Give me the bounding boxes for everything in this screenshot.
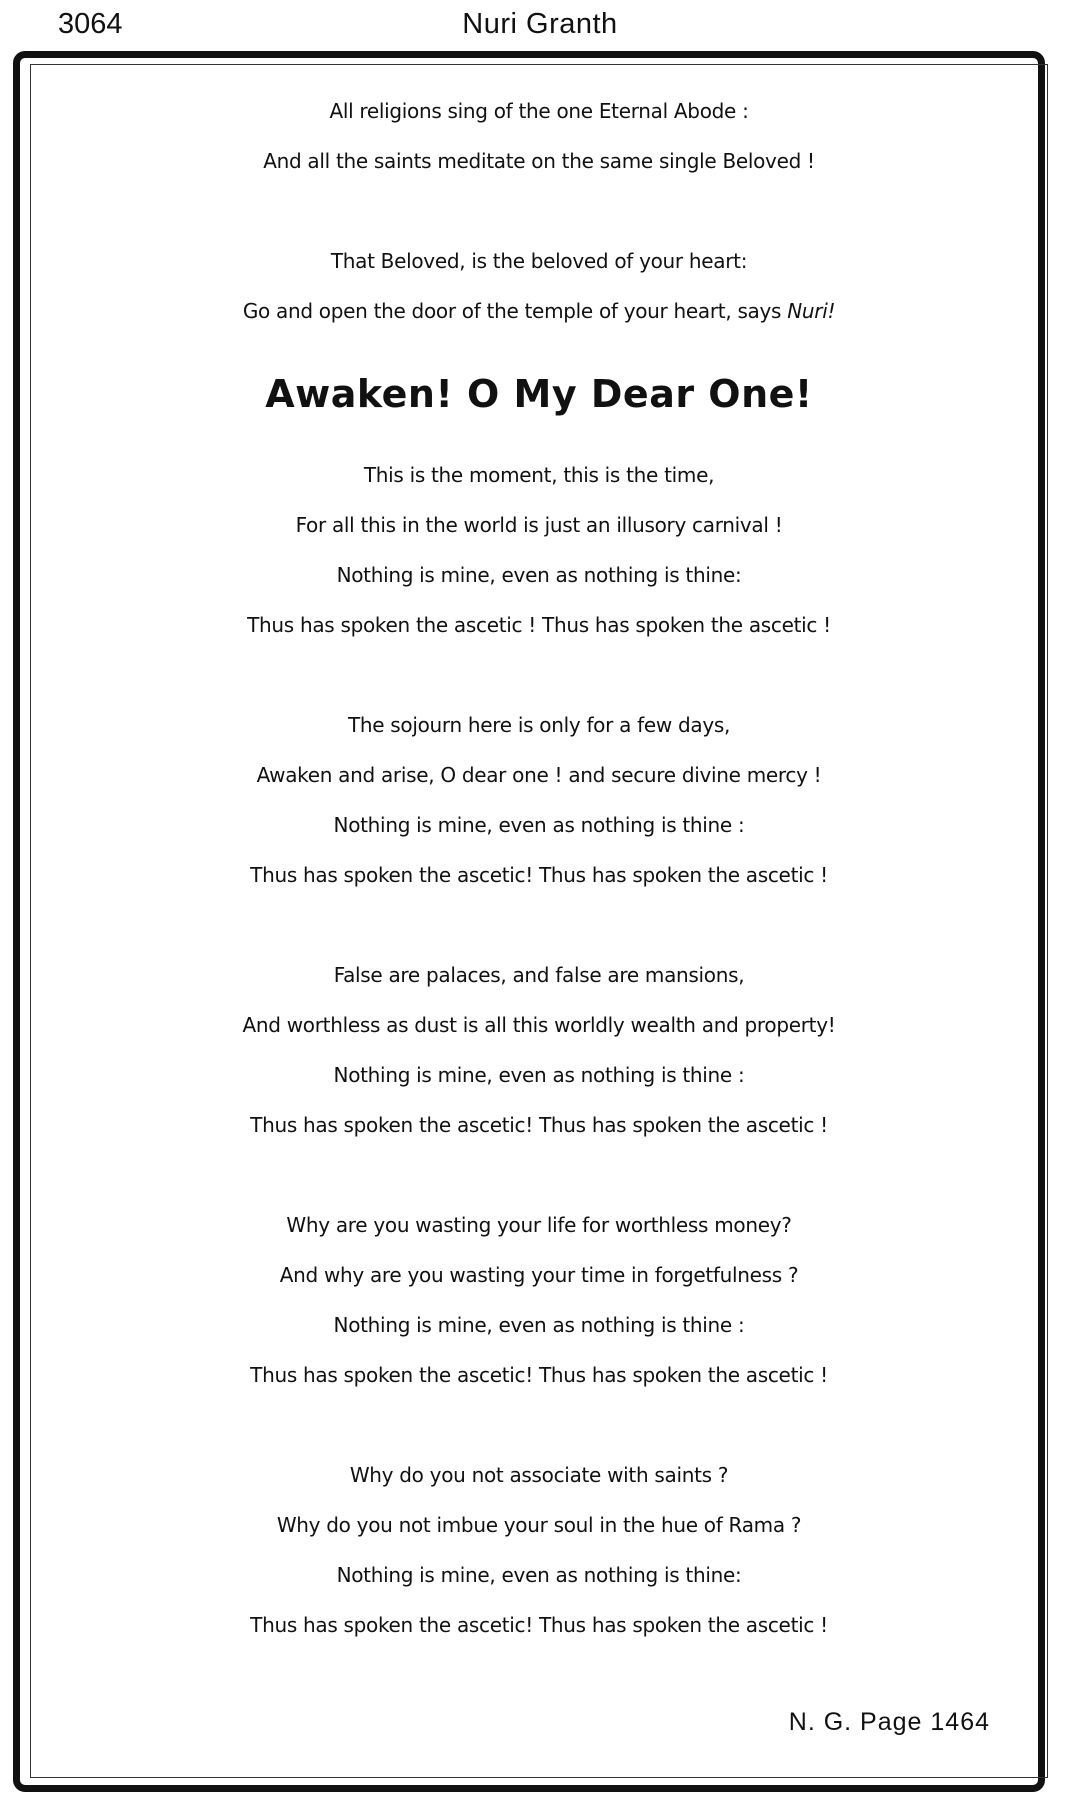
verse-line: Nothing is mine, even as nothing is thine : xyxy=(333,1063,745,1087)
verse-line: False are palaces, and false are mansions, xyxy=(333,963,745,987)
verse-line: And worthless as dust is all this worldly wealth and property! xyxy=(242,1013,836,1037)
poem-stanza xyxy=(30,450,1048,650)
poem-stanza xyxy=(30,950,1048,1150)
page-content xyxy=(30,86,1048,1700)
verse-line: Why are you wasting your life for worthless money? xyxy=(286,1213,792,1237)
verse-line: Awaken and arise, O dear one ! and secure divine mercy ! xyxy=(256,763,822,787)
verse-line: Nothing is mine, even as nothing is thine: xyxy=(336,1563,742,1587)
verse-line: Why do you not associate with saints ? xyxy=(349,1463,729,1487)
poem-stanza xyxy=(30,1200,1048,1400)
verse-line-with-author xyxy=(30,286,1048,336)
verse-line: Thus has spoken the ascetic! Thus has spoken the ascetic ! xyxy=(250,863,828,887)
verse-line: For all this in the world is just an illusory carnival ! xyxy=(295,513,783,537)
poem-title: Awaken! O My Dear One! xyxy=(265,372,813,416)
verse-line: And all the saints meditate on the same single Beloved ! xyxy=(263,149,815,173)
verse-line: Nothing is mine, even as nothing is thine : xyxy=(333,813,745,837)
verse-line: Thus has spoken the ascetic ! Thus has spoken the ascetic ! xyxy=(247,613,831,637)
page-reference: N. G. Page 1464 xyxy=(788,1708,990,1736)
verse-line: Why do you not imbue your soul in the hue of Rama ? xyxy=(276,1513,802,1537)
poem-stanza xyxy=(30,1450,1048,1650)
intro-stanza xyxy=(30,86,1048,186)
verse-line: And why are you wasting your time in forgetfulness ? xyxy=(279,1263,799,1287)
verse-line: All religions sing of the one Eternal Abode : xyxy=(329,99,749,123)
verse-line: This is the moment, this is the time, xyxy=(363,463,715,487)
page-number: 3064 xyxy=(58,8,123,40)
intro-stanza xyxy=(30,236,1048,336)
poem-stanza xyxy=(30,700,1048,900)
verse-line: Thus has spoken the ascetic! Thus has spoken the ascetic ! xyxy=(250,1613,828,1637)
verse-line: The sojourn here is only for a few days, xyxy=(347,713,731,737)
verse-text: Go and open the door of the temple of your heart, says xyxy=(242,299,788,323)
verse-line: That Beloved, is the beloved of your heart: xyxy=(330,249,748,273)
verse-line: Nothing is mine, even as nothing is thine: xyxy=(336,563,742,587)
verse-line: Thus has spoken the ascetic! Thus has spoken the ascetic ! xyxy=(250,1113,828,1137)
verse-line: Nothing is mine, even as nothing is thine : xyxy=(333,1313,745,1337)
author-signature: Nuri! xyxy=(787,299,836,323)
verse-line: Thus has spoken the ascetic! Thus has spoken the ascetic ! xyxy=(250,1363,828,1387)
running-title: Nuri Granth xyxy=(462,8,618,40)
